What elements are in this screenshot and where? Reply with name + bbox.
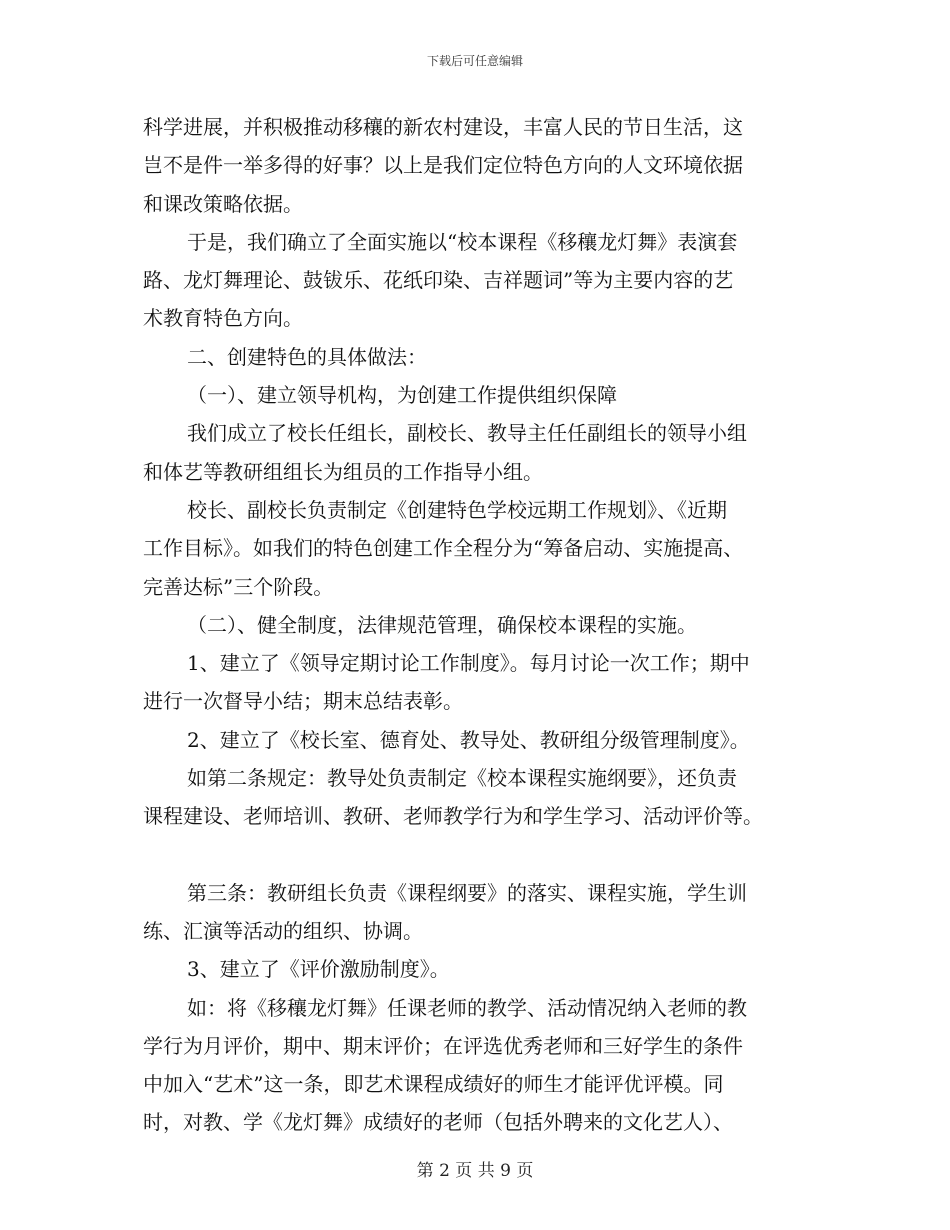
page-header: 下载后可任意编辑: [426, 54, 523, 68]
paragraph: [143, 414, 807, 491]
text-line: 完善达标”三个阶段。: [143, 574, 334, 599]
text-line: 练、汇演等活动的组织、协调。: [143, 918, 423, 943]
text-line: 和体艺等教研组组长为组员的工作指导小组。: [143, 459, 543, 484]
text-line: 课程建设、老师培训、教研、老师教学行为和学生学习、活动评价等。: [143, 804, 763, 829]
text-line: 我们成立了校长任组长，副校长、教导主任任副组长的领导小组: [187, 421, 747, 446]
document-body: [143, 108, 807, 1142]
paragraph: [143, 491, 807, 606]
paragraph: [143, 223, 807, 338]
text-line: 术教育特色方向。: [143, 306, 303, 331]
text-line: 进行一次督导小结；期末总结表彰。: [143, 689, 463, 714]
paragraph: [143, 108, 807, 223]
text-line: 如：将《移穰龙灯舞》任课老师的教学、活动情况纳入老师的教: [187, 995, 747, 1020]
text-line: 岂不是件一举多得的好事？以上是我们定位特色方向的人文环境依据: [143, 153, 743, 178]
text-line: 校长、副校长负责制定《创建特色学校远期工作规划》、《近期: [187, 497, 727, 522]
text-line: 中加入“艺术”这一条，即艺术课程成绩好的师生才能评优评模。同: [143, 1072, 724, 1097]
text-line: 科学进展，并积极推动移穰的新农村建设，丰富人民的节日生活，这: [143, 115, 743, 139]
page-footer: 第 2 页 共 9 页: [416, 1161, 534, 1181]
text-line: 路、龙灯舞理论、鼓钹乐、花纸印染、吉祥题词”等为主要内容的艺: [143, 268, 734, 293]
text-line: （一）、建立领导机构，为创建工作提供组织保障: [187, 383, 617, 408]
text-line: 1、建立了《领导定期讨论工作制度》。每月讨论一次工作；期中: [187, 651, 750, 676]
text-line: 学行为月评价，期中、期末评价；在评选优秀老师和三好学生的条件: [143, 1033, 743, 1058]
paragraph: [143, 989, 807, 1142]
text-line: 3、建立了《评价激励制度》。: [187, 957, 450, 982]
text-line: 工作目标》。如我们的特色创建工作全程分为“筹备启动、实施提高、: [143, 536, 744, 561]
paragraph: [143, 376, 807, 414]
text-line: （二）、健全制度，法律规范管理，确保校本课程的实施。: [187, 612, 697, 637]
text-line: 第三条：教研组长负责《课程纲要》的落实、课程实施，学生训: [187, 880, 747, 905]
text-line: 时，对教、学《龙灯舞》成绩好的老师（包括外聘来的文化艺人）、: [143, 1110, 733, 1135]
text-line: 二、创建特色的具体做法：: [187, 344, 427, 369]
paragraph: [143, 759, 807, 836]
paragraph: [143, 721, 807, 759]
text-line: 2、建立了《校长室、德育处、教导处、教研组分级管理制度》。: [187, 727, 750, 752]
paragraph-gap: [143, 836, 807, 874]
paragraph: [143, 606, 807, 644]
text-line: 和课改策略依据。: [143, 191, 303, 216]
text-line: 如第二条规定：教导处负责制定《校本课程实施纲要》，还负责: [187, 766, 737, 791]
text-line: 于是，我们确立了全面实施以“校本课程《移穰龙灯舞》表演套: [187, 229, 738, 254]
paragraph: [143, 338, 807, 376]
paragraph: [143, 950, 807, 988]
paragraph: [143, 644, 807, 721]
paragraph: [143, 874, 807, 951]
